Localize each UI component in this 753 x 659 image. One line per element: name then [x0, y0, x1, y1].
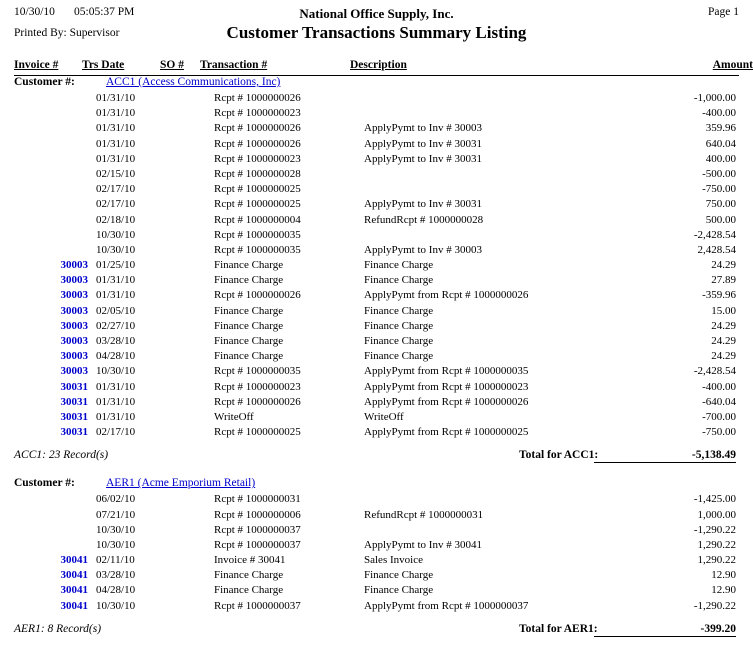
- cell-description: ApplyPymt to Inv # 30031: [364, 137, 482, 150]
- group-footer: [14, 623, 739, 641]
- table-row: [14, 600, 739, 615]
- cell-transaction: Rcpt # 1000000025: [214, 198, 301, 211]
- group-record-count: AER1: 8 Record(s): [14, 622, 102, 635]
- group-total-label: Total for AER1:: [519, 622, 598, 635]
- cell-trs-date: 06/02/10: [96, 493, 136, 506]
- cell-amount: 12.90: [711, 584, 736, 597]
- cell-amount: -640.04: [702, 395, 736, 408]
- column-header-trs-date: Trs Date: [82, 59, 125, 71]
- table-row: [14, 122, 739, 137]
- cell-amount: 15.00: [711, 304, 736, 317]
- cell-amount: -1,425.00: [693, 493, 736, 506]
- table-row: [14, 365, 739, 380]
- cell-transaction: Rcpt # 1000000026: [214, 122, 301, 135]
- table-row: [14, 584, 739, 599]
- table-row: [14, 92, 739, 107]
- cell-invoice[interactable]: 30003: [60, 289, 88, 302]
- cell-invoice[interactable]: 30031: [60, 380, 88, 393]
- cell-trs-date: 10/30/10: [96, 523, 136, 536]
- table-row: [14, 168, 739, 183]
- cell-transaction: Rcpt # 1000000037: [214, 599, 301, 612]
- cell-transaction: Rcpt # 1000000037: [214, 538, 301, 551]
- cell-trs-date: 10/30/10: [96, 243, 136, 256]
- customer-label: Customer #:: [14, 76, 75, 88]
- cell-trs-date: 10/30/10: [96, 365, 136, 378]
- cell-invoice[interactable]: 30003: [60, 259, 88, 272]
- group-spacer: [14, 467, 739, 477]
- cell-invoice[interactable]: 30003: [60, 319, 88, 332]
- cell-description: Finance Charge: [364, 259, 434, 272]
- cell-trs-date: 01/31/10: [96, 152, 136, 165]
- table-row: [14, 569, 739, 584]
- cell-amount: 24.29: [711, 319, 736, 332]
- report-title: Customer Transactions Summary Listing: [226, 23, 527, 42]
- cell-amount: 359.96: [705, 122, 736, 135]
- cell-trs-date: 01/31/10: [96, 92, 136, 104]
- table-row: [14, 198, 739, 213]
- cell-trs-date: 07/21/10: [96, 508, 136, 521]
- cell-transaction: Rcpt # 1000000035: [214, 365, 301, 378]
- table-row: [14, 183, 739, 198]
- column-headers: [0, 59, 753, 75]
- cell-amount: 750.00: [705, 198, 736, 211]
- cell-description: WriteOff: [364, 410, 404, 423]
- cell-transaction: Rcpt # 1000000028: [214, 167, 301, 180]
- table-row: [14, 305, 739, 320]
- cell-transaction: Finance Charge: [214, 569, 284, 582]
- cell-transaction: Finance Charge: [214, 274, 284, 287]
- cell-transaction: Rcpt # 1000000031: [214, 493, 301, 506]
- cell-invoice[interactable]: 30031: [60, 395, 88, 408]
- cell-trs-date: 02/11/10: [96, 554, 135, 567]
- cell-trs-date: 01/31/10: [96, 380, 136, 393]
- cell-transaction: Rcpt # 1000000035: [214, 228, 301, 241]
- cell-description: ApplyPymt from Rcpt # 1000000025: [364, 426, 529, 439]
- cell-transaction: Rcpt # 1000000023: [214, 380, 301, 393]
- cell-trs-date: 01/31/10: [96, 289, 136, 302]
- table-row: [14, 259, 739, 274]
- cell-trs-date: 01/31/10: [96, 107, 136, 120]
- cell-trs-date: 04/28/10: [96, 584, 136, 597]
- cell-trs-date: 04/28/10: [96, 350, 136, 363]
- cell-description: ApplyPymt from Rcpt # 1000000026: [364, 395, 529, 408]
- cell-amount: -1,290.22: [693, 523, 736, 536]
- cell-transaction: WriteOff: [214, 410, 254, 423]
- cell-amount: 400.00: [705, 152, 736, 165]
- column-header-so: SO #: [160, 59, 184, 71]
- cell-trs-date: 02/15/10: [96, 167, 136, 180]
- cell-amount: -400.00: [702, 107, 736, 120]
- cell-trs-date: 02/27/10: [96, 319, 136, 332]
- table-row: [14, 214, 739, 229]
- group-footer: [14, 449, 739, 467]
- customer-group-header: [14, 76, 739, 92]
- cell-invoice[interactable]: 30041: [60, 569, 88, 582]
- cell-description: Finance Charge: [364, 319, 434, 332]
- cell-invoice[interactable]: 30031: [60, 410, 88, 423]
- report-body: [14, 76, 739, 651]
- cell-amount: 640.04: [705, 137, 736, 150]
- cell-invoice[interactable]: 30041: [60, 584, 88, 597]
- group-spacer: [14, 615, 739, 621]
- table-row: [14, 350, 739, 365]
- cell-amount: 24.29: [711, 350, 736, 363]
- cell-invoice[interactable]: 30003: [60, 304, 88, 317]
- cell-amount: -2,428.54: [693, 228, 736, 241]
- cell-transaction: Finance Charge: [214, 350, 284, 363]
- cell-transaction: Rcpt # 1000000037: [214, 523, 301, 536]
- table-row: [14, 539, 739, 554]
- cell-trs-date: 01/31/10: [96, 122, 136, 135]
- cell-trs-date: 02/18/10: [96, 213, 136, 226]
- cell-trs-date: 03/28/10: [96, 569, 136, 582]
- cell-amount: -2,428.54: [693, 365, 736, 378]
- cell-transaction: Finance Charge: [214, 335, 284, 347]
- cell-description: Finance Charge: [364, 335, 434, 347]
- cell-description: ApplyPymt from Rcpt # 1000000035: [364, 365, 529, 378]
- customer-group-header: [14, 477, 739, 493]
- table-row: [14, 524, 739, 539]
- table-row: [14, 335, 739, 350]
- cell-amount: 1,290.22: [697, 554, 736, 567]
- cell-transaction: Invoice # 30041: [214, 554, 286, 567]
- cell-trs-date: 10/30/10: [96, 538, 136, 551]
- cell-amount: 1,000.00: [697, 508, 736, 521]
- group-record-count: ACC1: 23 Record(s): [14, 449, 109, 462]
- cell-amount: 500.00: [705, 213, 736, 226]
- cell-invoice[interactable]: 30041: [60, 599, 88, 612]
- table-row: [14, 229, 739, 244]
- report-time: 05:05:37 PM: [74, 6, 135, 18]
- cell-transaction: Rcpt # 1000000035: [214, 243, 301, 256]
- cell-description: ApplyPymt to Inv # 30041: [364, 538, 482, 551]
- group-total-amount: -5,138.49: [594, 449, 736, 463]
- cell-invoice[interactable]: 30003: [60, 350, 88, 363]
- company-name: National Office Supply, Inc.: [299, 6, 454, 21]
- cell-amount: 12.90: [711, 569, 736, 582]
- cell-amount: 2,428.54: [697, 243, 736, 256]
- column-header-amount: Amount: [712, 59, 753, 71]
- cell-transaction: Rcpt # 1000000023: [214, 152, 301, 165]
- group-total-amount: -399.20: [594, 623, 736, 637]
- page-number: Page 1: [708, 6, 739, 18]
- report-header-second: [14, 25, 739, 47]
- cell-description: ApplyPymt to Inv # 30003: [364, 243, 482, 256]
- cell-description: Finance Charge: [364, 569, 434, 582]
- cell-trs-date: 02/05/10: [96, 304, 136, 317]
- table-row: [14, 153, 739, 168]
- cell-transaction: Rcpt # 1000000026: [214, 395, 301, 408]
- cell-transaction: Rcpt # 1000000004: [214, 213, 301, 226]
- cell-trs-date: 01/25/10: [96, 259, 136, 272]
- cell-description: Finance Charge: [364, 350, 434, 363]
- cell-amount: -1,000.00: [693, 92, 736, 104]
- cell-description: ApplyPymt from Rcpt # 1000000037: [364, 599, 529, 612]
- column-header-description: Description: [350, 59, 407, 71]
- cell-amount: -750.00: [702, 183, 736, 196]
- customer-link[interactable]: AER1 (Acme Emporium Retail): [106, 477, 256, 490]
- cell-trs-date: 02/17/10: [96, 183, 136, 196]
- cell-description: ApplyPymt from Rcpt # 1000000026: [364, 289, 529, 302]
- cell-transaction: Rcpt # 1000000023: [214, 107, 301, 120]
- cell-transaction: Rcpt # 1000000026: [214, 92, 301, 104]
- cell-description: ApplyPymt to Inv # 30003: [364, 122, 482, 135]
- column-header-invoice: Invoice #: [14, 59, 59, 71]
- cell-description: Sales Invoice: [364, 554, 423, 567]
- cell-invoice[interactable]: 30031: [60, 426, 88, 439]
- cell-amount: -1,290.22: [693, 599, 736, 612]
- table-row: [14, 244, 739, 259]
- cell-trs-date: 02/17/10: [96, 198, 136, 211]
- table-row: [14, 554, 739, 569]
- cell-invoice[interactable]: 30003: [60, 335, 88, 347]
- cell-amount: -400.00: [702, 380, 736, 393]
- column-header-transaction: Transaction #: [200, 59, 268, 71]
- cell-trs-date: 03/28/10: [96, 335, 136, 347]
- cell-transaction: Rcpt # 1000000025: [214, 183, 301, 196]
- cell-amount: -750.00: [702, 426, 736, 439]
- table-row: [14, 396, 739, 411]
- table-row: [14, 426, 739, 441]
- cell-transaction: Finance Charge: [214, 304, 284, 317]
- cell-trs-date: 02/17/10: [96, 426, 136, 439]
- table-row: [14, 381, 739, 396]
- cell-transaction: Finance Charge: [214, 319, 284, 332]
- cell-amount: -700.00: [702, 410, 736, 423]
- cell-transaction: Rcpt # 1000000025: [214, 426, 301, 439]
- cell-trs-date: 01/31/10: [96, 274, 136, 287]
- cell-amount: 27.89: [711, 274, 736, 287]
- cell-transaction: Finance Charge: [214, 584, 284, 597]
- report-page: [0, 6, 753, 659]
- customer-label: Customer #:: [14, 477, 75, 490]
- cell-transaction: Rcpt # 1000000026: [214, 289, 301, 302]
- table-row: [14, 274, 739, 289]
- cell-trs-date: 01/31/10: [96, 137, 136, 150]
- cell-description: RefundRcpt # 1000000031: [364, 508, 484, 521]
- report-date: 10/30/10: [14, 6, 55, 18]
- cell-amount: 1,290.22: [697, 538, 736, 551]
- printed-by: Printed By: Supervisor: [14, 27, 120, 39]
- cell-trs-date: 01/31/10: [96, 410, 136, 423]
- customer-link[interactable]: ACC1 (Access Communications, Inc): [106, 76, 281, 88]
- cell-amount: -500.00: [702, 167, 736, 180]
- cell-amount: -359.96: [702, 289, 736, 302]
- group-spacer: [14, 641, 739, 651]
- cell-trs-date: 10/30/10: [96, 599, 136, 612]
- cell-description: ApplyPymt from Rcpt # 1000000023: [364, 380, 529, 393]
- cell-description: RefundRcpt # 1000000028: [364, 213, 484, 226]
- cell-invoice[interactable]: 30041: [60, 554, 88, 567]
- table-row: [14, 411, 739, 426]
- cell-description: ApplyPymt to Inv # 30031: [364, 198, 482, 211]
- cell-amount: 24.29: [711, 335, 736, 347]
- table-row: [14, 320, 739, 335]
- cell-description: Finance Charge: [364, 274, 434, 287]
- table-row: [14, 509, 739, 524]
- table-row: [14, 107, 739, 122]
- cell-description: Finance Charge: [364, 304, 434, 317]
- cell-transaction: Rcpt # 1000000006: [214, 508, 301, 521]
- group-spacer: [14, 441, 739, 447]
- cell-trs-date: 10/30/10: [96, 228, 136, 241]
- cell-transaction: Finance Charge: [214, 259, 284, 272]
- cell-trs-date: 01/31/10: [96, 395, 136, 408]
- table-row: [14, 138, 739, 153]
- cell-description: ApplyPymt to Inv # 30031: [364, 152, 482, 165]
- cell-transaction: Rcpt # 1000000026: [214, 137, 301, 150]
- group-total-label: Total for ACC1:: [519, 449, 599, 462]
- cell-invoice[interactable]: 30003: [60, 274, 88, 287]
- table-row: [14, 493, 739, 508]
- cell-description: Finance Charge: [364, 584, 434, 597]
- cell-invoice[interactable]: 30003: [60, 365, 88, 378]
- report-header-top: [14, 6, 739, 22]
- table-row: [14, 289, 739, 304]
- cell-amount: 24.29: [711, 259, 736, 272]
